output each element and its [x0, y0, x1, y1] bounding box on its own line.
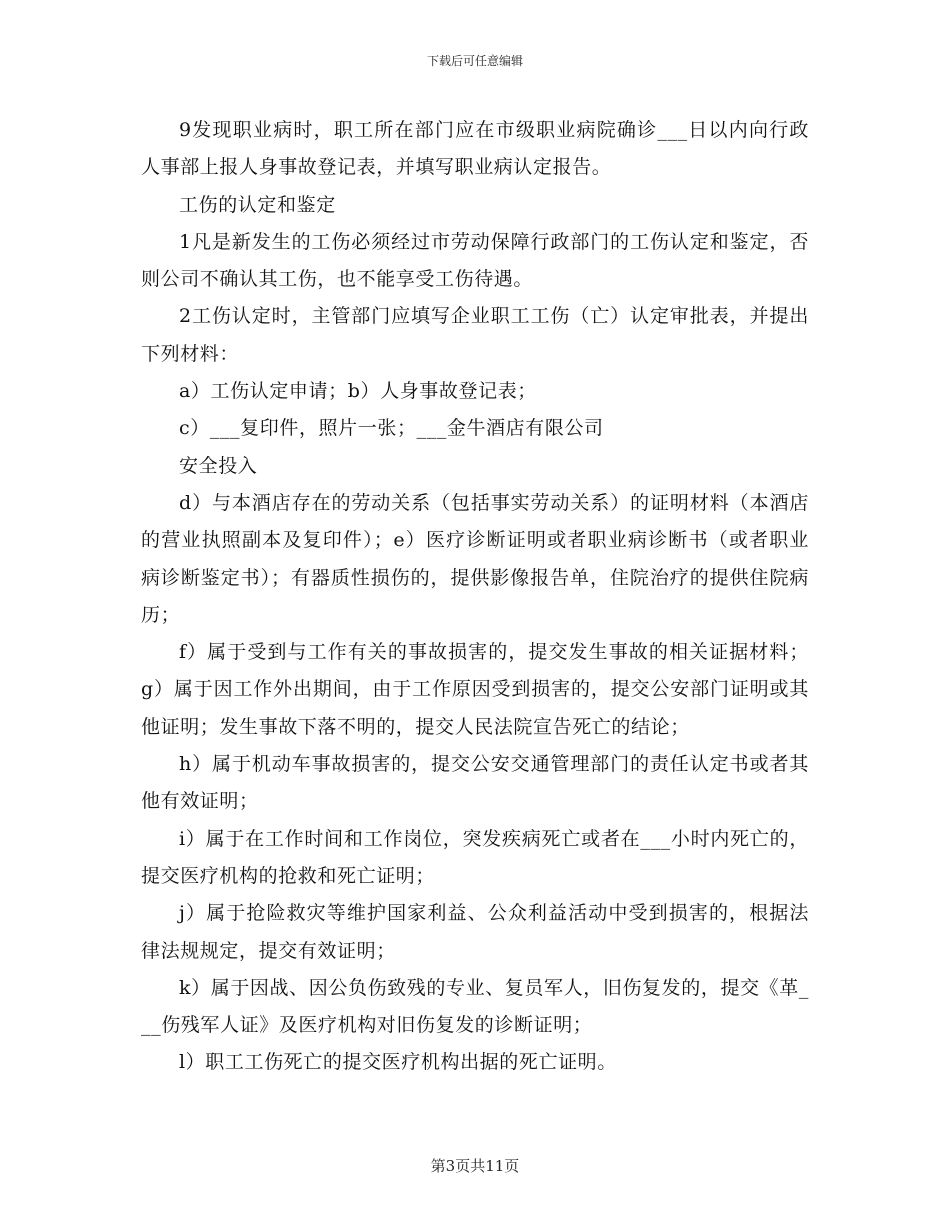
paragraph-rule-2: 2工伤认定时，主管部门应填写企业职工工伤（亡）认定审批表，并提出下列材料：	[141, 305, 809, 365]
page-number: 第3页共11页	[430, 1157, 520, 1175]
list-item-f-g: f）属于受到与工作有关的事故损害的，提交发生事故的相关证据材料；g）属于因工作外出期间，由于工作原因受到损害的，提交公安部门证明或其他证明；发生事故下落不明的，提交人民法院宣告死亡的结论；	[141, 641, 809, 738]
list-item-d-e: d）与本酒店存在的劳动关系（包括事实劳动关系）的证明材料（本酒店的营业执照副本及复印件）；e）医疗诊断证明或者职业病诊断书（或者职业病诊断鉴定书）；有器质性损伤的，提供影像报告单，住院治疗的提供住院病历；	[141, 491, 809, 626]
list-item-j: j）属于抢险救灾等维护国家利益、公众利益活动中受到损害的，根据法律法规规定，提交有效证明；	[141, 902, 809, 962]
page-header: 下载后可任意编辑	[426, 54, 523, 68]
list-item-k: k）属于因战、因公负伤致残的专业、复员军人，旧伤复发的，提交《革___伤残军人证》及医疗机构对旧伤复发的诊断证明；	[141, 976, 809, 1037]
list-item-c: c）___复印件，照片一张；___金牛酒店有限公司	[179, 417, 604, 440]
list-item-i: i）属于在工作时间和工作岗位，突发疾病死亡或者在___小时内死亡的，提交医疗机构的抢救和死亡证明；	[141, 827, 809, 887]
section-heading-safety-investment: 安全投入	[179, 454, 258, 477]
paragraph-rule-1: 1凡是新发生的工伤必须经过市劳动保障行政部门的工伤认定和鉴定，否则公司不确认其工伤，也不能享受工伤待遇。	[141, 230, 809, 291]
document-body	[141, 112, 809, 1082]
list-item-h: h）属于机动车事故损害的，提交公安交通管理部门的责任认定书或者其他有效证明；	[141, 753, 809, 813]
list-item-l: l）职工工伤死亡的提交医疗机构出据的死亡证明。	[179, 1051, 617, 1074]
list-item-a-b: a）工伤认定申请；b）人身事故登记表；	[179, 380, 537, 403]
paragraph-occupational-disease-report: 9发现职业病时，职工所在部门应在市级职业病院确诊___日以内向行政人事部上报人身事故登记表，并填写职业病认定报告。	[141, 119, 809, 179]
section-heading-injury-identification: 工伤的认定和鉴定	[179, 193, 336, 216]
